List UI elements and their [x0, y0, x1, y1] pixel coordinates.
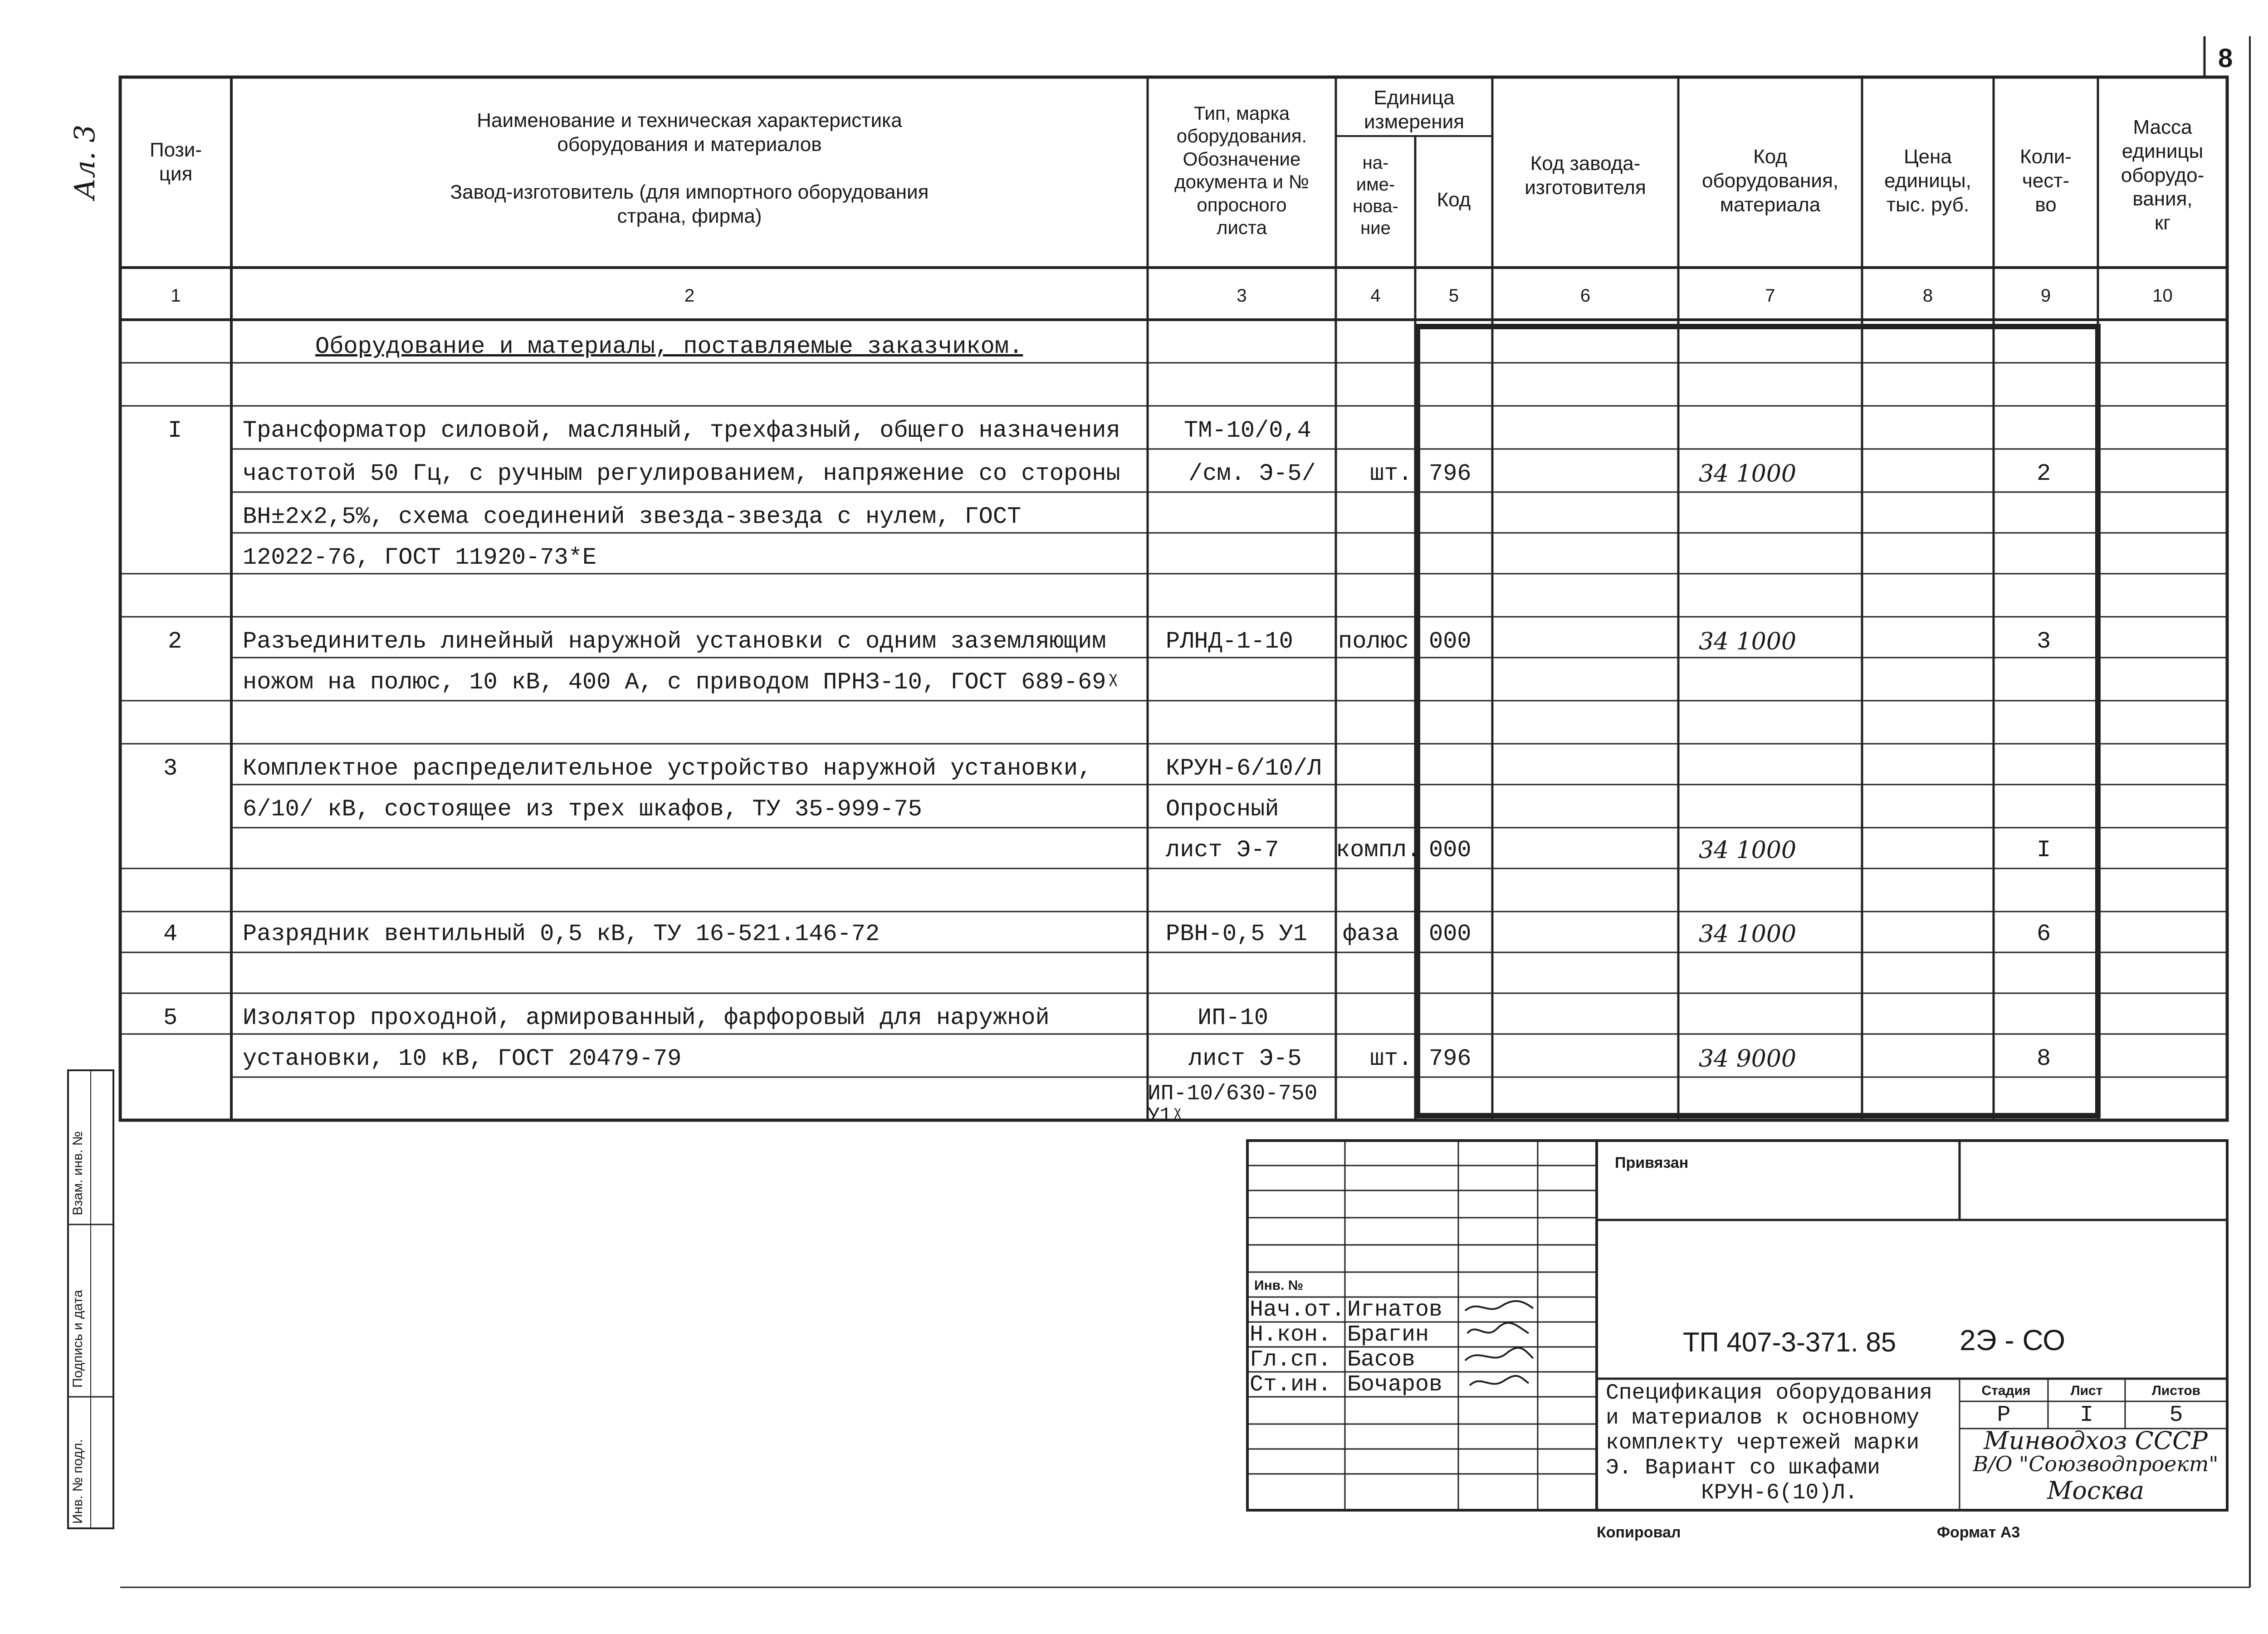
row1-type-line2: /см. Э-5/ — [1188, 460, 1316, 487]
row4-unit: фаза — [1343, 921, 1399, 947]
row2-unit: полюс — [1338, 628, 1409, 655]
row2-qty: 3 — [2037, 628, 2051, 655]
row3-type-line2: Опросный — [1166, 796, 1279, 823]
row4-equip-code: 34 1000 — [1699, 921, 1797, 948]
header-mass: Масса единицы оборудо- вания, кг — [2121, 116, 2204, 234]
row4-qty: 6 — [2037, 921, 2051, 947]
row5-line1: Изолятор проходной, армированный, фарфоровый для наружной — [243, 1005, 1050, 1031]
row1-position: I — [168, 417, 182, 444]
org-line-1: Минводхоз СССР — [1984, 1426, 2208, 1455]
signer-name-1: Игнатов — [1347, 1297, 1443, 1323]
signatures — [1461, 1297, 1538, 1397]
row3-equip-code: 34 1000 — [1699, 837, 1797, 864]
col-number-10: 10 — [2152, 286, 2173, 306]
sheet-value: I — [2079, 1402, 2093, 1428]
col-number-8: 8 — [1922, 286, 1933, 306]
stage-value: Р — [1997, 1402, 2011, 1428]
page-number: 8 — [2218, 44, 2233, 73]
row2-line2: ножом на полюс, 10 кВ, 400 А, с приводом ПРНЗ-10, ГОСТ 689-69ᵡ — [243, 669, 1120, 696]
signer-role-3: Гл.сп. — [1250, 1347, 1332, 1373]
row5-type-line1: ИП-10 — [1198, 1005, 1269, 1031]
row1-line3: ВН±2х2,5%, схема соединений звезда-звезда с нулем, ГОСТ — [243, 503, 1022, 530]
margin-mark: Ал. 3 — [68, 124, 101, 200]
sheets-value: 5 — [2169, 1402, 2183, 1428]
row2-equip-code: 34 1000 — [1699, 628, 1797, 655]
header-equip-code: Код оборудования, материала — [1701, 146, 1839, 216]
row1-line4: 12022-76, ГОСТ 11920-73*Е — [243, 544, 597, 571]
row3-position: 3 — [163, 755, 178, 782]
title-line-3: комплекту чертежей марки — [1606, 1431, 1920, 1455]
row2-position: 2 — [168, 628, 182, 655]
side-label-signature-date: Подпись и дата — [70, 1290, 85, 1388]
row5-position: 5 — [163, 1005, 178, 1031]
header-unit-group: Единица измерения — [1364, 87, 1465, 133]
col-number-5: 5 — [1448, 286, 1459, 306]
col-number-6: 6 — [1580, 286, 1591, 306]
row3-qty: I — [2037, 837, 2051, 863]
col-number-3: 3 — [1237, 286, 1247, 306]
row5-code: 796 — [1429, 1045, 1471, 1072]
row5-qty: 8 — [2037, 1045, 2051, 1072]
stamp-inv-no: Инв. № — [1254, 1278, 1304, 1293]
section-title: Оборудование и материалы, поставляемые заказчиком. — [315, 333, 1023, 360]
col-number-9: 9 — [2040, 286, 2051, 306]
header-unit-name: на- име- нова- ние — [1353, 153, 1398, 238]
row2-code: 000 — [1429, 628, 1471, 655]
signer-name-3: Басов — [1347, 1347, 1416, 1373]
stamp-privyazan: Привязан — [1615, 1154, 1689, 1171]
copied-label: Копировал — [1597, 1524, 1681, 1541]
row4-type-line1: РВН-0,5 У1 — [1166, 921, 1308, 947]
header-maker-code: Код завода- изготовителя — [1525, 152, 1646, 199]
row3-type-line1: КРУН-6/10/Л — [1166, 755, 1322, 782]
row3-line2: 6/10/ кВ, состоящее из трех шкафов, ТУ 35-999-75 — [243, 796, 922, 823]
row2-line1: Разъединитель линейный наружной установки с одним заземляющим — [243, 628, 1106, 655]
row3-code: 000 — [1429, 837, 1471, 863]
title-line-1: Спецификация оборудования — [1606, 1381, 1933, 1405]
row1-code: 796 — [1429, 460, 1471, 487]
col-number-1: 1 — [171, 286, 181, 306]
row5-type-line3: ИП-10/630-750 — [1148, 1082, 1318, 1106]
col-number-4: 4 — [1370, 286, 1381, 306]
row5-equip-code: 34 9000 — [1699, 1045, 1797, 1073]
header-position: Пози- ция — [149, 139, 202, 185]
title-line-4: Э. Вариант со шкафами — [1606, 1456, 1880, 1480]
title-line-5: КРУН-6(10)Л. — [1701, 1481, 1858, 1505]
row4-position: 4 — [163, 921, 178, 947]
org-line-3: Москва — [2047, 1476, 2144, 1505]
signer-role-2: Н.кон. — [1250, 1322, 1332, 1348]
format-label: Формат А3 — [1937, 1524, 2020, 1541]
stage-label: Стадия — [1981, 1383, 2031, 1398]
row3-line1: Комплектное распределительное устройство наружной установки, — [243, 755, 1092, 782]
row1-line2: частотой 50 Гц, с ручным регулированием, напряжение со стороны — [243, 460, 1120, 487]
doc-code: ТП 407-3-371. 85 — [1683, 1327, 1897, 1357]
title-line-2: и материалов к основному — [1606, 1406, 1920, 1430]
sheet-label: Лист — [2070, 1383, 2103, 1398]
row1-type-line1: ТМ-10/0,4 — [1184, 417, 1311, 444]
row3-type-line3: лист Э-7 — [1166, 837, 1279, 863]
side-label-inv-original: Инв. № подл. — [70, 1439, 85, 1524]
row1-line1: Трансформатор силовой, масляный, трехфазный, общего назначения — [243, 417, 1120, 444]
org-line-2: В/О "Союзводпроект" — [1973, 1452, 2219, 1476]
row3-unit: компл. — [1336, 837, 1421, 863]
col-number-2: 2 — [684, 286, 695, 306]
sheets-label: Листов — [2151, 1383, 2201, 1398]
header-unit-code: Код — [1437, 189, 1471, 211]
header-type: Тип, марка оборудования. Обозначение документа и № опросного листа — [1174, 102, 1309, 238]
row5-unit: шт. — [1370, 1045, 1413, 1072]
row4-line1: Разрядник вентильный 0,5 кВ, ТУ 16-521.146-72 — [243, 921, 880, 947]
row4-code: 000 — [1429, 921, 1471, 947]
signer-name-2: Брагин — [1347, 1322, 1429, 1348]
row1-equip-code: 34 1000 — [1699, 460, 1797, 488]
row2-type-line1: РЛНД-1-10 — [1166, 628, 1293, 655]
doc-suffix: 2Э - СО — [1960, 1324, 2066, 1356]
row1-unit: шт. — [1370, 460, 1413, 487]
row5-type-line4: У1ᵡ — [1148, 1104, 1184, 1127]
row1-qty: 2 — [2037, 460, 2051, 487]
signer-name-4: Бочаров — [1347, 1372, 1443, 1398]
header-qty: Коли- чест- во — [2019, 146, 2072, 216]
row5-line2: установки, 10 кВ, ГОСТ 20479-79 — [243, 1045, 682, 1072]
header-price: Цена единицы, тыс. руб. — [1884, 146, 1971, 216]
row5-type-line2: лист Э-5 — [1188, 1045, 1302, 1072]
header-name: Наименование и техническая характеристика оборудования и материалов Завод-изготовитель (для импортного оборудования страна, фирма) — [450, 109, 929, 228]
col-number-7: 7 — [1765, 286, 1775, 306]
signer-role-4: Ст.ин. — [1250, 1372, 1332, 1398]
signer-role-1: Нач.от. — [1250, 1297, 1345, 1323]
side-label-replace-inv: Взам. инв. № — [70, 1131, 85, 1215]
